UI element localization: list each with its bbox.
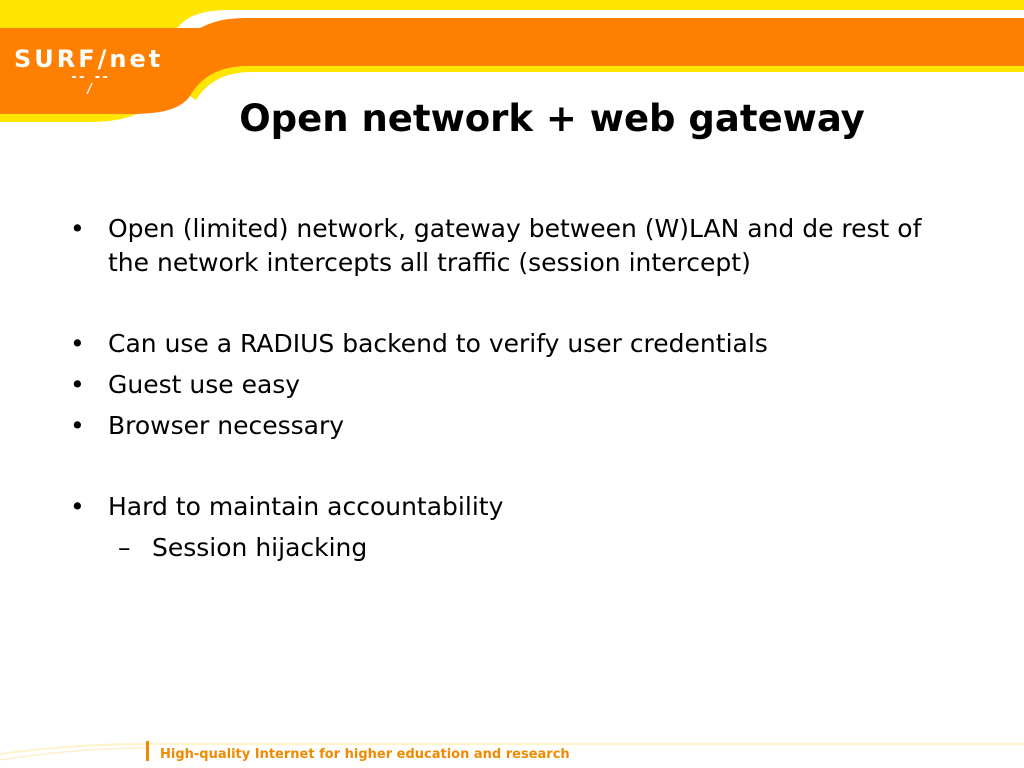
bullet-item <box>70 490 970 524</box>
surfnet-logo <box>14 44 164 100</box>
footer-divider <box>146 741 149 761</box>
footer-tagline: High-quality Internet for higher education and research <box>160 747 570 762</box>
logo-surf: SURF <box>14 45 98 73</box>
bullet-dot: • <box>70 214 85 243</box>
bullet-text: Open (limited) network, gateway between (W)LAN and de rest of the network intercepts all traffic (session intercept) <box>108 214 922 277</box>
logo-net: net <box>109 45 164 73</box>
bullet-dot: • <box>70 492 85 521</box>
bullet-item <box>70 327 970 361</box>
slide-title: Open network + web gateway <box>239 97 865 140</box>
bullet-text: Guest use easy <box>108 370 301 399</box>
bullet-item <box>70 212 970 280</box>
bullet-item <box>70 368 970 402</box>
sub-bullet-dash: – <box>118 533 131 562</box>
bullet-text: Can use a RADIUS backend to verify user credentials <box>108 329 768 358</box>
logo-marks-icon: -- -- / <box>70 70 110 97</box>
slide-content <box>70 212 970 565</box>
logo-slash: / <box>97 45 110 73</box>
sub-bullet-item <box>70 531 970 565</box>
bullet-dot: • <box>70 329 85 358</box>
bullet-dot: • <box>70 411 85 440</box>
header-yellow-stripe <box>190 66 1024 100</box>
sub-bullet-text: Session hijacking <box>152 533 368 562</box>
bullet-text: Browser necessary <box>108 411 345 440</box>
bullet-text: Hard to maintain accountability <box>108 492 504 521</box>
bullet-dot: • <box>70 370 85 399</box>
bullet-item <box>70 409 970 443</box>
